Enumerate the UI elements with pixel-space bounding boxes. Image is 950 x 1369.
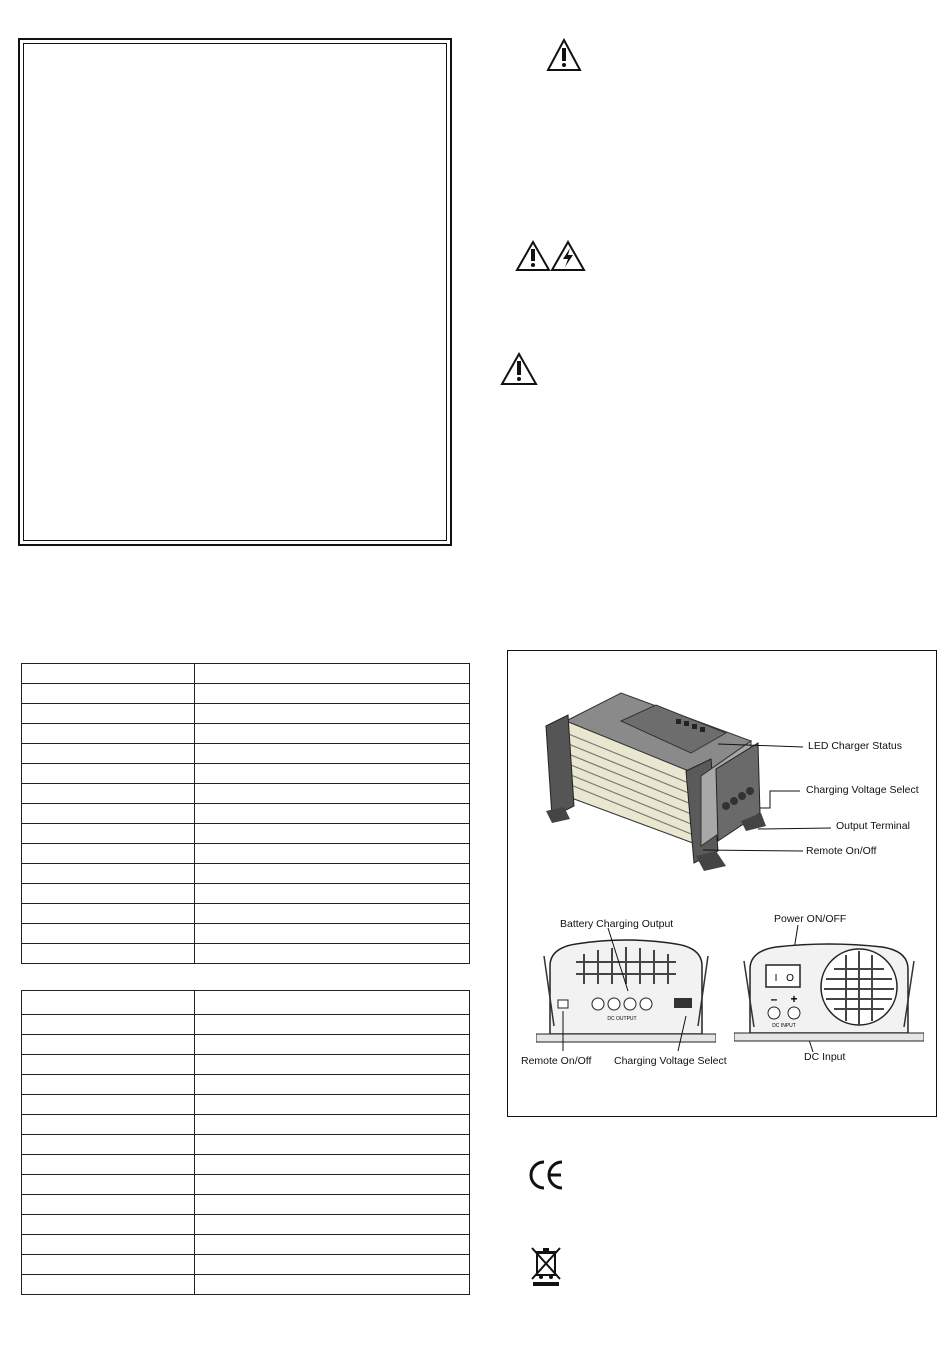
spec-table-2 — [21, 990, 470, 1295]
table-row — [22, 1035, 470, 1055]
table-row — [22, 1135, 470, 1155]
table-row — [22, 1055, 470, 1075]
table-row — [22, 684, 470, 704]
table-row — [22, 1095, 470, 1115]
table-row — [22, 744, 470, 764]
info-box — [18, 38, 452, 546]
switch-on-glyph: O — [786, 973, 794, 984]
table-row — [22, 884, 470, 904]
callout-remote-on-off-bottom: Remote On/Off — [521, 1055, 592, 1067]
callout-voltage-select-bottom: Charging Voltage Select — [614, 1055, 727, 1067]
table-row — [22, 1275, 470, 1295]
warning-icon — [546, 38, 582, 72]
table-row — [22, 1075, 470, 1095]
table-row — [22, 1175, 470, 1195]
plus-glyph: + — [790, 992, 798, 1006]
table-row — [22, 764, 470, 784]
table-row — [22, 1015, 470, 1035]
table-row — [22, 1215, 470, 1235]
table-row — [22, 944, 470, 964]
table-row — [22, 724, 470, 744]
table-row — [22, 904, 470, 924]
table-row — [22, 1255, 470, 1275]
product-figure — [507, 650, 937, 1117]
callout-remote-on-off: Remote On/Off — [806, 845, 877, 857]
spec-table-1 — [21, 663, 470, 964]
info-box-inner-border — [23, 43, 447, 541]
table-row — [22, 824, 470, 844]
warning-icon — [500, 352, 538, 386]
callout-battery-charging-output: Battery Charging Output — [560, 918, 674, 930]
dc-output-label: DC OUTPUT — [607, 1016, 637, 1022]
electric-shock-icon — [550, 240, 586, 272]
callout-voltage-select: Charging Voltage Select — [806, 784, 919, 796]
callout-output-terminal: Output Terminal — [836, 820, 910, 832]
table-row — [22, 844, 470, 864]
table-row — [22, 864, 470, 884]
weee-bin-icon — [529, 1245, 563, 1287]
table-row — [22, 664, 470, 684]
dc-input-label: DC INPUT — [772, 1023, 796, 1029]
warning-icon — [515, 240, 551, 272]
callout-led-status: LED Charger Status — [808, 740, 902, 752]
table-row — [22, 784, 470, 804]
input-panel-drawing — [734, 941, 924, 1046]
table-row — [22, 991, 470, 1015]
ce-mark-icon — [528, 1158, 566, 1192]
table-row — [22, 1195, 470, 1215]
switch-off-glyph: I — [774, 973, 778, 984]
table-row — [22, 1235, 470, 1255]
table-row — [22, 804, 470, 824]
callout-power-on-off: Power ON/OFF — [774, 913, 847, 925]
table-row — [22, 1115, 470, 1135]
table-row — [22, 924, 470, 944]
table-row — [22, 1155, 470, 1175]
callout-dc-input: DC Input — [804, 1051, 846, 1063]
table-row — [22, 704, 470, 724]
minus-glyph: – — [770, 992, 778, 1006]
